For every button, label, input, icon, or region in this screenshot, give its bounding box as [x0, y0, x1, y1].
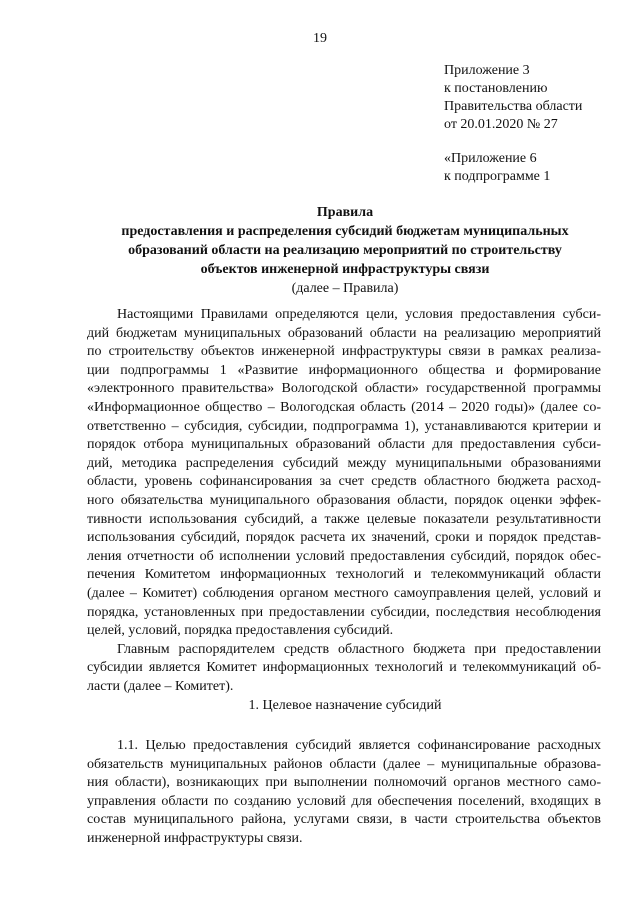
section-paragraph-1 [87, 737, 601, 849]
sub-appendix-line: к подпрограмме 1 [444, 169, 551, 184]
text-line: дий бюджетам муниципальных образований области на реализацию мероприятий [87, 325, 601, 341]
appendix-gap [444, 134, 582, 150]
text-line: 1.1. Целью предоставления субсидий является софинансирование расходных [117, 738, 601, 753]
text-line: ления отчетности об исполнении условий предоставления субсидий, порядок обес- [87, 548, 601, 564]
page-number: 19 [313, 31, 327, 46]
title-line: объектов инженерной инфраструктуры связи [200, 262, 490, 277]
title-note: (далее – Правила) [291, 281, 399, 296]
text-line: порядок отбора муниципальных образований области для предоставления субси- [87, 437, 601, 453]
text-line: ответственно – субсидия, субсидии, подпрограмма 1), устанавливаются критерии и [87, 418, 601, 434]
appendix-line: к постановлению [444, 81, 548, 96]
appendix-line: Правительства области [444, 99, 583, 114]
text-line: «электронного правительства» Вологодской области» государственной программы [87, 381, 601, 397]
text-line: ния области), возникающих при выполнении полномочий органов местного само- [87, 775, 601, 791]
title-line: образований области на реализацию мероприятий по строительству [128, 243, 562, 258]
appendix-line: от 20.01.2020 № 27 [444, 117, 558, 132]
appendix-line: Приложение 3 [444, 63, 530, 78]
text-line: тивности использования субсидий, а также целевые показатели результативности [87, 511, 601, 527]
paragraph-2 [87, 641, 601, 697]
appendix-block [444, 62, 582, 186]
text-line: обязательств муниципальных районов области (далее – муниципальные образова- [87, 756, 601, 772]
text-line: (далее – Комитет) соблюдения органом местного самоуправления целей, условий и [87, 585, 601, 601]
text-line: использования субсидий, порядок расчета их значений, сроки и порядок представ- [87, 530, 601, 546]
text-line: по строительству объектов инженерной инфраструктуры связи в рамках реализа- [87, 344, 601, 360]
intro-text [87, 306, 601, 696]
text-line: печения Комитетом информационных технологий и телекоммуникаций области [87, 567, 601, 583]
text-line: субсидии является Комитет информационных технологий и телекоммуникаций об- [87, 660, 601, 676]
document-title [70, 203, 620, 298]
text-line: ного обязательства муниципального образования области, порядок оценки эффек- [87, 492, 601, 508]
sub-appendix-line: «Приложение 6 [444, 151, 537, 166]
text-line: состав муниципального района, услугами связи, в части строительства объектов [87, 812, 601, 828]
text-line: Главным распорядителем средств областного бюджета при предоставлении [117, 641, 601, 657]
text-line: управления области по созданию условий для обеспечения поселений, входящих в [87, 793, 601, 809]
text-line: порядка, установленных при предоставлении субсидии, последствия несоблюдения [87, 604, 601, 620]
text-line: ласти (далее – Комитет). [87, 678, 234, 694]
title-line: предоставления и распределения субсидий бюджетам муниципальных [121, 224, 569, 239]
text-line: целей, условий, порядка предоставления субсидий. [87, 623, 394, 639]
paragraph-1 [87, 306, 601, 641]
text-line: дий, методика распределения субсидий между муниципальными образованиями [87, 455, 601, 471]
section-text [87, 737, 601, 849]
text-line: ции подпрограммы 1 «Развитие информационного общества и формирование [87, 362, 601, 378]
title-heading: Правила [316, 205, 374, 220]
section-heading: 1. Целевое назначение субсидий [248, 698, 442, 713]
text-line: инженерной инфраструктуры связи. [87, 830, 303, 846]
text-line: Настоящими Правилами определяются цели, условия предоставления субси- [117, 307, 601, 322]
text-line: «Информационное общество – Вологодская область (2014 – 2020 годы)» (далее со- [87, 399, 601, 415]
text-line: области, уровень софинансирования за счет средств областного бюджета расход- [87, 474, 601, 490]
